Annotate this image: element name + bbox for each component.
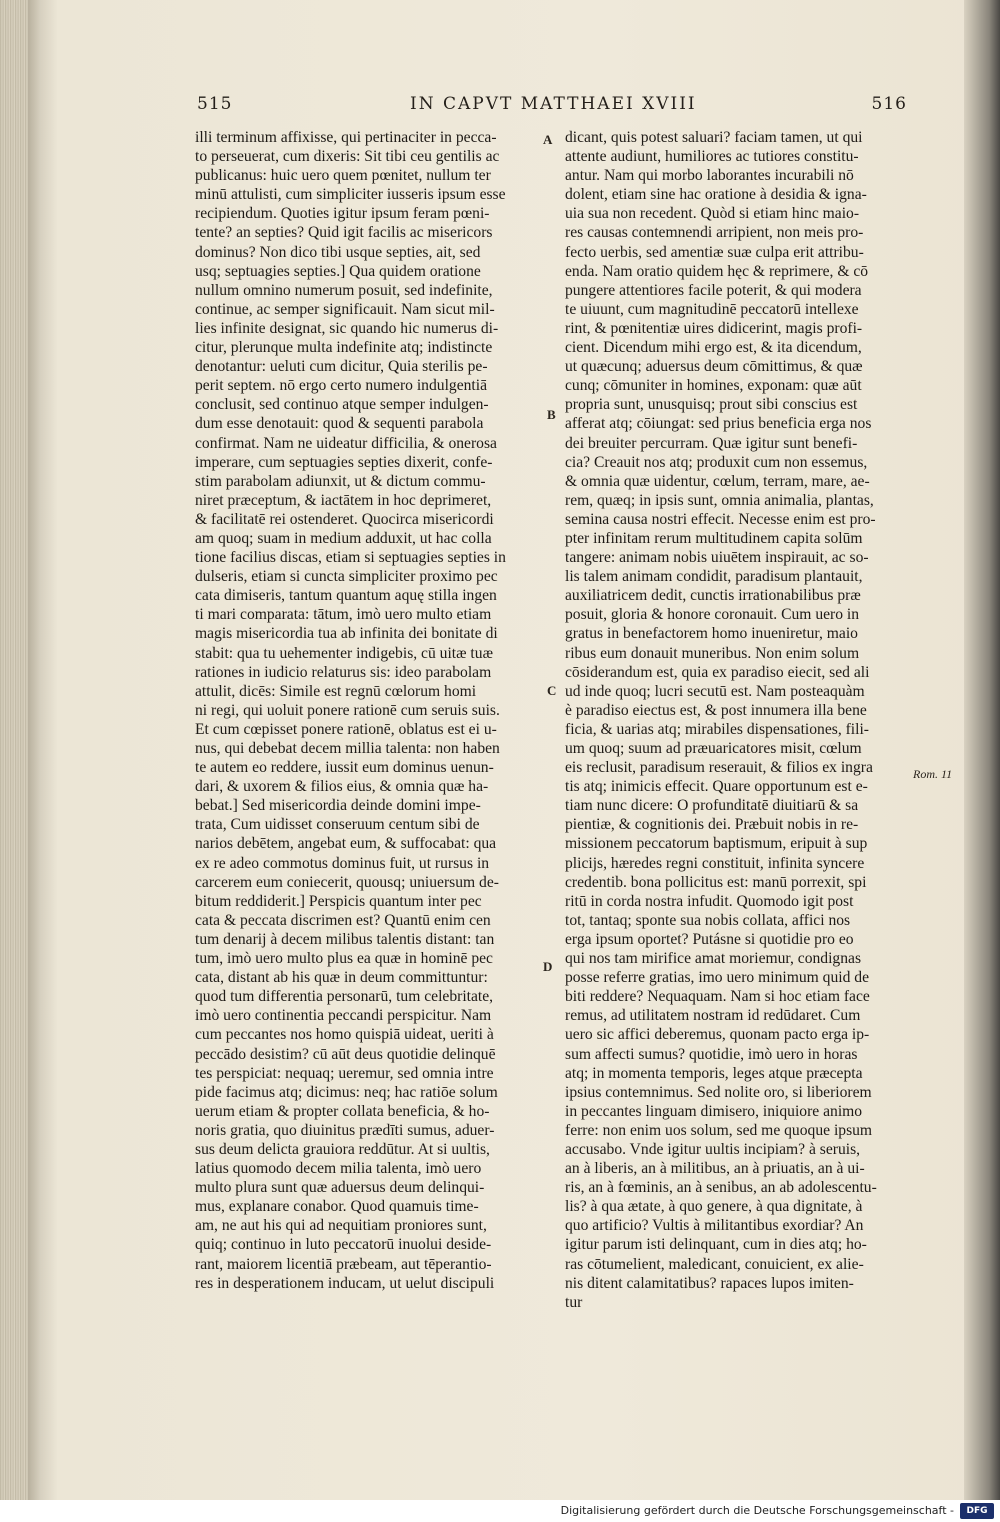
text-line: cōsiderandum est, quia ex paradiso eiecit, sed ali (565, 663, 870, 681)
text-line: trata, Cum uidisset conseruum centum sibi de (195, 816, 480, 834)
text-line: rationes in iudicio relaturus sis: ideo parabolam (195, 663, 492, 681)
text-line: afferat atq; cōiungat: sed prius beneficia erga nos (565, 415, 872, 433)
text-line: imò uero continentia peccandi perspicitur. Nam (195, 1007, 492, 1025)
text-line: quod tum differentia personarū, tum celebritate, (195, 988, 494, 1006)
text-line: ti mari comparata: tātum, imò uero multo etiam (195, 606, 492, 624)
text-line: posuit, gloria & honore coronauit. Cum uero in (565, 606, 860, 624)
text-line: credentib. bona pollicitus est: manū porrexit, spi (565, 873, 867, 891)
section-marker-c: C (547, 683, 557, 698)
text-line: niret præceptum, & iactātem in hoc deprimeret, (195, 491, 492, 509)
text-line: qui nos tam mirifice amat moriemur, condignas (565, 950, 862, 968)
text-line: gratus in benefactorem homo inueniretur, maio (565, 625, 858, 643)
dfg-logo: DFG (960, 1503, 994, 1519)
text-line: ni regi, qui uoluit ponere rationē cum seruis suis. (195, 701, 500, 719)
text-line: cia? Creauit nos atq; produxit cum non essemus, (565, 453, 868, 471)
text-line: remus, ad utilitatem nostram id redūdaret. Cum (565, 1007, 861, 1025)
margin-note: Rom. 11 (913, 767, 953, 781)
text-line: nis ditent calamitatibus? rapaces lupos imiten- (565, 1274, 854, 1292)
text-line: noris gratia, quo diuinitus prædīti sumus, aduer- (195, 1121, 495, 1139)
text-line: posse referre gratias, imo uero minimum quid de (565, 969, 869, 987)
text-line: sum affecti sumus? quotidie, imò uero in horas (565, 1045, 858, 1063)
text-line: ficia, & uarias atq; mirabiles dispensationes, fili- (565, 720, 869, 738)
text-line: citur, plerunque multa indefinite atq; indistincte (195, 339, 493, 357)
text-line: antur. Nam qui morbo laborantes incurabili nō (565, 167, 854, 185)
text-line: dari, & uxorem & filios eius, & omnia quæ ha- (195, 778, 489, 796)
text-line: rem, quæq; in ipsis sunt, omnia animalia, plantas, (565, 491, 874, 509)
text-line: stim parabolam adiunxit, ut & dictum commu- (195, 472, 486, 490)
text-line: cata dimiseris, tantum quantum aquę stilla ingen (195, 587, 497, 605)
text-line: Et cum cœpisset ponere rationē, oblatus est ei u- (195, 720, 497, 738)
text-line: ris, an à fœminis, an à senibus, an ab adolescentu- (565, 1179, 877, 1197)
text-line: dolent, etiam sine hac oratione à desidia & igna- (565, 186, 867, 204)
text-line: ferre: non enim uos solum, sed me quoque ipsum (565, 1121, 873, 1139)
text-line: enda. Nam oratio quidem hęc & reprimere, & cō (565, 262, 869, 280)
text-line: pide facimus atq; dicimus: neq; hac ratiōe solum (195, 1083, 498, 1101)
text-line: carcerem eum coniecerit, quousq; uniuersum de- (195, 873, 499, 891)
text-line: nullum omnino numerum posuit, sed indefinite, (195, 281, 493, 299)
text-line: in peccantes linguam dimisero, iniquiore animo (565, 1102, 863, 1120)
section-marker-b: B (547, 407, 556, 422)
text-line: tangere: animam nobis uiuētem inspirauit, ac so- (565, 549, 869, 567)
text-line: sus deum delicta grauiora reddūtur. At si uultis, (195, 1140, 490, 1158)
text-line: propria sunt, unusquisq; prout sibi conscius est (565, 396, 858, 414)
text-line: bebat.] Sed misericordia deinde domini impe- (195, 797, 481, 815)
text-line: res in desperationem inducam, ut uelut discipuli (195, 1274, 495, 1292)
running-title: IN CAPVT MATTHAEI XVIII (410, 94, 697, 114)
text-line: lis? à qua ætate, à quo genere, à qua dignitate, à (565, 1198, 863, 1216)
text-line: tum, imò uero multo plus ea quæ in hominē pec (195, 950, 493, 968)
text-line: missionem peccatorum baptismum, eripuit à sup (565, 835, 868, 853)
text-line: peccādo desistim? cū aūt deus quotidie delinquē (195, 1045, 496, 1063)
text-line: tur (565, 1293, 583, 1311)
text-line: atq; in momenta temporis, leges atque præcepta (565, 1064, 863, 1082)
text-line: um quoq; suum ad præuaricatores misit, cœlum (565, 740, 862, 757)
text-line: tione facilius discas, etiam si septuagies septies in (195, 549, 506, 567)
footer-bar (0, 1500, 1000, 1522)
text-line: continue, ac semper significauit. Nam sicut mil- (195, 300, 495, 318)
right-text-column (565, 128, 910, 1312)
text-line: erga ipsum oportet? Putásne si quotidie pro eo (565, 930, 854, 948)
text-line: to perseuerat, cum dixeris: Sit tibi ceu gentilis ac (195, 148, 500, 166)
text-line: publicanus: huic uero quem pœnitet, nullum ter (195, 167, 491, 185)
text-line: recipiendum. Quoties igitur ipsum feram pœni- (195, 205, 490, 223)
text-line: cata, distant ab his quæ in deum committuntur: (195, 969, 488, 987)
text-line: dum esse denotauit: quod & sequenti parabola (195, 415, 484, 433)
text-line: confirmat. Nam ne uideatur difficilia, & onerosa (195, 434, 497, 452)
text-line: quiq; continuo in luto peccatorū inuolui deside- (195, 1236, 492, 1254)
text-line: tente? an septies? Quid igit facilis ac misericors (195, 224, 493, 242)
text-line: nus, qui debebat decem millia talenta: non haben (195, 740, 500, 757)
text-line: rint, & pœnitentiæ uires didicerint, magis profi- (565, 319, 863, 337)
text-line: pter infinitam rerum multitudinem capita solūm (565, 529, 863, 547)
text-line: & facilitatē rei ostenderet. Quocirca misericordi (195, 510, 494, 528)
text-line: plicijs, hæredes regni constituit, infinita syncere (565, 854, 865, 872)
text-line: è paradiso eiectus est, & post innumera illa bene (565, 701, 867, 719)
text-line: an à liberis, an à militibus, an à priuatis, an à ui- (565, 1160, 865, 1178)
text-line: stabit: qua tu uehementer indigebis, cū uitæ tuæ (195, 644, 493, 662)
text-line: tiam nunc dicere: O profunditatē diuitiarū & sa (565, 797, 859, 815)
running-header (195, 94, 907, 124)
text-line: ud inde quoq; lucri secutū est. Nam posteaquàm (565, 682, 865, 700)
text-line: rant, maiorem licentiā præbeam, aut tēperantio- (195, 1255, 492, 1273)
text-line: dulseris, etiam si cuncta simpliciter proximo pec (195, 568, 498, 586)
text-line: lies infinite designat, sic quando hic numerus di- (195, 319, 499, 337)
funding-credit: Digitalisierung gefördert durch die Deutsche Forschungsgemeinschaft - (560, 1504, 954, 1517)
text-line: magis misericordia tua ab infinita dei bonitate di (195, 625, 498, 643)
text-line: tot, tantaq; sponte sua nobis collata, affici nos (565, 911, 851, 929)
page-edges (0, 0, 28, 1500)
book-edge (964, 0, 1000, 1500)
text-line: bitum reddiderit.] Perspicis quantum inter pec (195, 892, 482, 910)
section-marker-a: A (543, 132, 553, 147)
text-line: attulit, dicēs: Simile est regnū cœlorum homi (195, 682, 477, 700)
text-line: lis talem animam condidit, paradisum plantauit, (565, 568, 863, 586)
page-number-left: 515 (197, 94, 233, 114)
text-line: uia sua non recedent. Quòd si etiam hinc maio- (565, 205, 860, 223)
text-line: uerum etiam & propter collata beneficia, & ho- (195, 1102, 490, 1120)
text-line: eis reclusit, paradisum reserauit, & filios ex ingra (565, 759, 873, 777)
text-line: auxiliatricem dedit, cunctis irrationabilibus præ (565, 587, 861, 605)
text-line: usq; septuagies septies.] Qua quidem oratione (195, 262, 481, 280)
text-line: attente audiunt, humiliores ac tutiores constitu- (565, 148, 859, 166)
text-line: ras cōtumelient, maledicant, conuicient, ex alie- (565, 1255, 864, 1273)
text-line: accusabo. Vnde igitur uultis incipiam? à seruis, (565, 1140, 861, 1158)
text-line: biti reddere? Nequaquam. Nam si hoc etiam face (565, 988, 870, 1006)
text-line: pientiæ, & cognitionis dei. Præbuit nobis in re- (565, 816, 859, 834)
text-line: tis atq; inimicis effecit. Quare opportunum est e- (565, 778, 868, 796)
text-line: dominus? Non dico tibi usque septies, ait, sed (195, 243, 481, 261)
text-line: conclusit, sed continuo atque semper indulgen- (195, 396, 489, 414)
text-line: cunq; cōmuniter in homines, exponam: quæ aūt (565, 377, 862, 395)
text-line: te autem eo reddere, iussit eum dominus uenun- (195, 759, 494, 777)
text-line: quo artificio? Vultis à militantibus exordiar? An (565, 1217, 864, 1235)
text-line: pungere attentiores facile poterit, & qui modera (565, 281, 862, 299)
text-line: latius quomodo decem milia talenta, imò uero (195, 1160, 482, 1178)
text-line: semina causa nostri effecit. Necesse enim est pro- (565, 510, 876, 528)
text-line: ut quæcunq; aduersus deum cōmittimus, & quæ (565, 358, 863, 376)
text-line: ex re adeo commotus dominus fuit, ut rursus in (195, 854, 490, 872)
text-line: mus, explanare conabor. Quod quamuis time- (195, 1198, 479, 1216)
spine-shadow (28, 0, 58, 1500)
text-line: uero sic affici deberemus, quonam pacto erga ip- (565, 1026, 870, 1044)
text-line: minū attulisti, cum simpliciter iusseris ipsum esse (195, 186, 506, 204)
text-line: illi terminum affixisse, qui pertinaciter in pecca- (195, 129, 497, 146)
text-line: tum denarij à decem milibus talentis distant: tan (195, 930, 495, 948)
text-line: multo plura sunt quæ aduersus deum delinqui- (195, 1179, 485, 1197)
text-line: ribus eum donauit muneribus. Non enim solum (565, 644, 860, 662)
text-line: ritū in corda nostra infudit. Quomodo igit post (565, 892, 854, 910)
text-line: tes perspiciat: nequaq; ueremur, sed omnia intre (195, 1064, 494, 1082)
text-line: dicant, quis potest saluari? faciam tamen, ut qui (565, 129, 863, 146)
text-line: fecto uerbis, sed amentiæ suæ culpa erit attribu- (565, 243, 864, 261)
text-line: narios debētem, angebat eum, & suffocabat: qua (195, 835, 497, 853)
text-line: igitur parum isti delinquant, cum in dies atq; ho- (565, 1236, 867, 1254)
text-line: ipsius contemnimus. Sed nolite oro, si liberiorem (565, 1083, 872, 1101)
text-line: denotantur: ueluti cum dicitur, Quia sterilis pe- (195, 358, 488, 376)
text-line: cata & peccata discrimen est? Quantū enim cen (195, 911, 491, 929)
text-line: dei breuiter percurram. Quæ igitur sunt benefi- (565, 434, 858, 452)
left-text-column (195, 128, 535, 1293)
section-marker-d: D (543, 959, 553, 974)
page-number-right: 516 (871, 94, 907, 114)
text-line: cum peccantes nos homo quispiā uideat, ueriti à (195, 1026, 494, 1044)
text-line: imperare, cum septuagies septies dixerit, confe- (195, 453, 493, 471)
text-line: perit septem. nō ergo certo numero indulgentiā (195, 377, 488, 395)
text-line: am, ne aut his qui ad nequitiam proniores sunt, (195, 1217, 487, 1235)
text-line: & omnia quæ uidentur, cœlum, terram, mare, ae- (565, 472, 870, 490)
text-line: te uiuunt, cum magnitudinē peccatorū intellexe (565, 300, 859, 318)
text-line: am quoq; suam in medium adduxit, ut hac colla (195, 529, 492, 547)
text-line: cient. Dicendum mihi ergo est, & ita dicendum, (565, 339, 862, 357)
text-line: res causas contemnendi arripient, non meis pro- (565, 224, 864, 242)
